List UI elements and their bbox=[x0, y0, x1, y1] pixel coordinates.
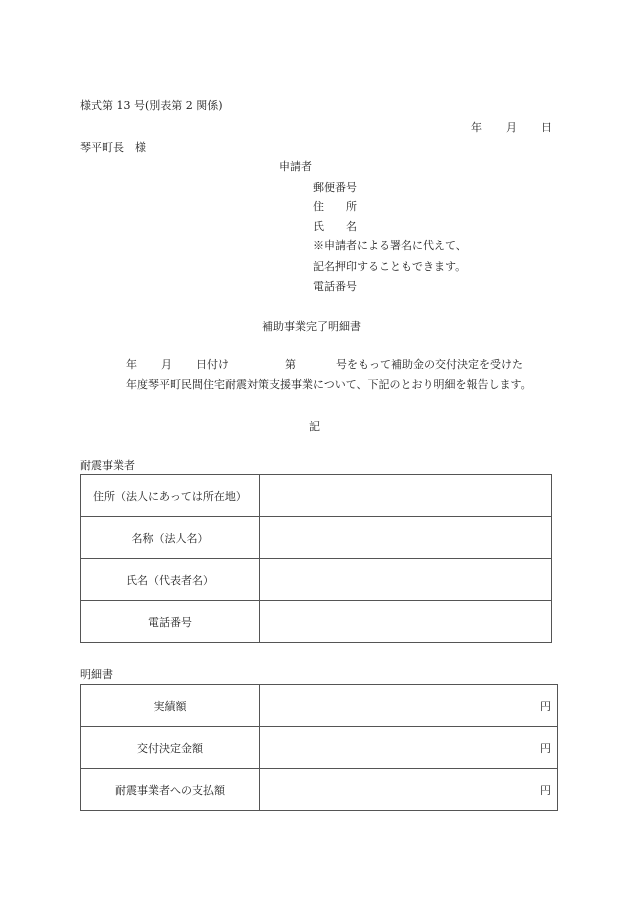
table-row bbox=[81, 769, 558, 811]
contractor-payment-label: 耐震事業者への支払額 bbox=[81, 769, 260, 811]
contractor-heading: 耐震事業者 bbox=[80, 459, 135, 472]
applicant-heading: 申請者 bbox=[279, 160, 312, 173]
applicant-address-label: 住 所 bbox=[313, 200, 357, 213]
contractor-company-label: 名称（法人名） bbox=[81, 517, 260, 559]
table-row bbox=[81, 517, 552, 559]
contractor-representative-label: 氏名（代表者名） bbox=[81, 559, 260, 601]
grant-decision-amount-field[interactable] bbox=[260, 727, 558, 769]
contractor-address-label: 住所（法人にあっては所在地） bbox=[81, 475, 260, 517]
applicant-postal-code-label: 郵便番号 bbox=[313, 181, 357, 194]
date-year: 年 bbox=[471, 121, 482, 134]
yen-unit: 円 bbox=[540, 783, 551, 797]
document-title: 補助事業完了明細書 bbox=[262, 320, 361, 333]
table-row bbox=[81, 727, 558, 769]
contractor-table bbox=[80, 474, 552, 643]
body-year: 年 bbox=[126, 358, 137, 371]
statement-table bbox=[80, 684, 558, 811]
yen-unit: 円 bbox=[540, 741, 551, 755]
contractor-address-field[interactable] bbox=[260, 475, 552, 517]
signature-note-line2: 記名押印することもできます。 bbox=[313, 260, 467, 273]
body-line-2: 年度琴平町民間住宅耐震対策支援事業について、下記のとおり明細を報告します。 bbox=[126, 378, 532, 391]
date-day: 日 bbox=[541, 121, 552, 134]
date-line bbox=[471, 119, 552, 135]
body-dated: 日付け bbox=[196, 358, 229, 371]
contractor-phone-field[interactable] bbox=[260, 601, 552, 643]
table-row bbox=[81, 475, 552, 517]
contractor-company-field[interactable] bbox=[260, 517, 552, 559]
actual-amount-label: 実績額 bbox=[81, 685, 260, 727]
signature-note-line1: ※申請者による署名に代えて、 bbox=[313, 239, 467, 252]
contractor-representative-field[interactable] bbox=[260, 559, 552, 601]
table-row bbox=[81, 685, 558, 727]
contractor-phone-label: 電話番号 bbox=[81, 601, 260, 643]
actual-amount-field[interactable] bbox=[260, 685, 558, 727]
applicant-phone-label: 電話番号 bbox=[313, 280, 357, 293]
body-month: 月 bbox=[161, 358, 172, 371]
contractor-payment-field[interactable] bbox=[260, 769, 558, 811]
body-line-1 bbox=[126, 356, 523, 372]
yen-unit: 円 bbox=[540, 699, 551, 713]
table-row bbox=[81, 559, 552, 601]
form-number: 様式第 13 号(別表第 2 関係) bbox=[80, 99, 223, 112]
ki-marker: 記 bbox=[309, 420, 320, 433]
applicant-name-label: 氏 名 bbox=[313, 220, 357, 233]
statement-heading: 明細書 bbox=[80, 668, 113, 681]
grant-decision-amount-label: 交付決定金額 bbox=[81, 727, 260, 769]
date-month: 月 bbox=[506, 121, 517, 134]
addressee: 琴平町長 様 bbox=[80, 141, 146, 154]
body-no: 第 bbox=[285, 358, 296, 371]
body-rest: 号をもって補助金の交付決定を受けた bbox=[336, 358, 523, 371]
table-row bbox=[81, 601, 552, 643]
